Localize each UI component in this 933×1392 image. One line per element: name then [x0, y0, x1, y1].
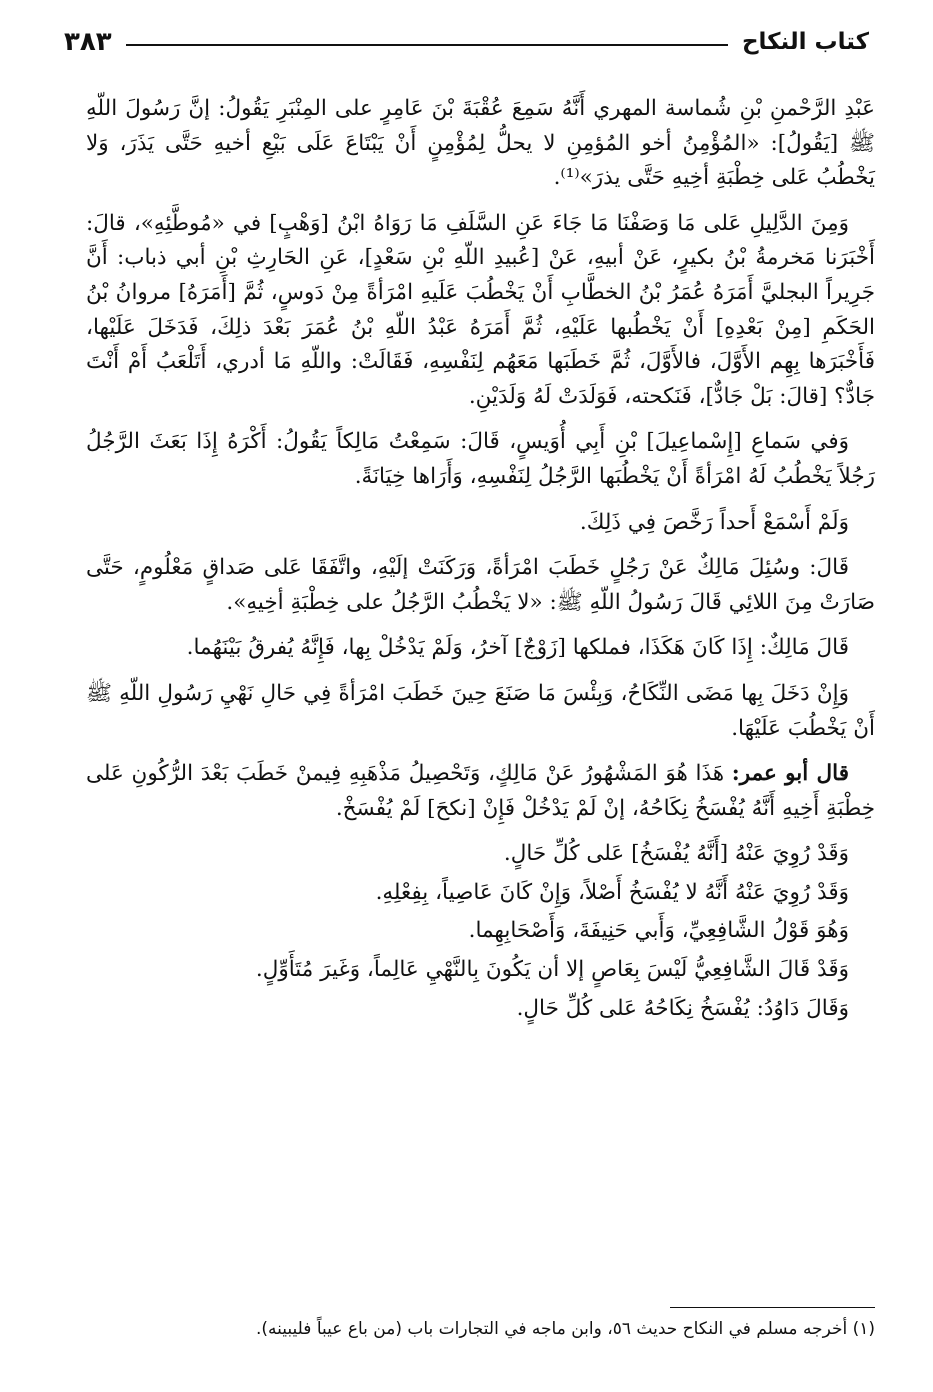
paragraph-2: وَمِنَ الدَّلِيلِ عَلى مَا وَصَفْنَا مَا جَاءَ عَنِ السَّلَفِ مَا رَوَاهُ ابْنُ [وَهْبٍ] في «مُوطَّئِهِ»، قالَ: أَخْبَرَنا مَخرمةُ بْنُ بكيرٍ، عَنْ أبيهِ، عَنْ [عُبيدِ اللّهِ بْنِ سَعْدٍ]، عَنِ الحَارِثِ بْنِ أبي ذباب: أَنَّ جَرِيراً البجليَّ أَمَرَهُ عُمَرُ بْنُ الخطَّابِ أَنْ يَخْطُبَ عَلَيهِ امْرَأةً مِنْ دَوسٍ، ثُمَّ [أَمَرَهُ] مروانُ بْنُ الحَكَمِ [مِنْ بَعْدِهِ] أَنْ يَخْطُبها عَلَيْهِ، ثُمَّ أَمَرَهُ عَبْدُ اللّهِ بْنُ عُمَرَ بَعْدَ ذلِكَ، فَدَخَلَ عَلَيْها، فَأَخْبَرَها بِهِم الأَوَّلَ، فالأَوَّلَ، ثُمَّ خَطَبَها مَعَهُم لِنَفْسِهِ، فَقَالَتْ: واللّهِ مَا أدري، أَتَلْعَبُ أَمْ أَنْتَ جَادٌّ؟ [قالَ: بَلْ جَادٌّ]، فَنَكحته، فَوَلَدَتْ لَهُ وَلَدَيْنِ. — [86, 210, 875, 409]
paragraph-10: وَقَدْ رُوِيَ عَنْهُ أَنَّهُ لا يُفْسَخُ أَصْلاً، وَإِنْ كَانَ عَاصِياً، بِفِعْلِهِ. — [375, 879, 849, 905]
paragraph-7: وَإِنْ دَخَلَ بِها مَضَى النِّكَاحُ، وَبِئْسَ مَا صَنَعَ حِينَ خَطَبَ امْرَأةً فِي حَالِ نَهْيِ رَسُولِ اللّهِ ﷺ أَنْ يَخْطُبَ عَلَيْهَا. — [86, 680, 875, 741]
paragraph-11: وَهُوَ قَوْلُ الشَّافِعِيِّ، وَأَبي حَنِيفَةَ، وَأَصْحَابِهِما. — [468, 918, 849, 944]
running-header — [64, 22, 869, 62]
paragraph-13: وَقَالَ دَاوُدُ: يُفْسَخُ نِكَاحُهُ عَلى كُلِّ حَالٍ. — [516, 995, 849, 1021]
header-rule — [126, 44, 728, 46]
main-text — [86, 92, 875, 1030]
paragraph-8 — [86, 757, 875, 826]
paragraph-3: وَفي سَماعِ [إِسْماعِيلَ] بْنِ أَبِي أُوَيسٍ، قَالَ: سَمِعْتُ مَالِكاً يَقُولُ: أَكْرَهُ إِذَا بَعَثَ الرَّجُلُ رَجُلاً يَخْطُبُ لَهُ امْرَأةً أَنْ يَخْطُبَها الرَّجُلُ لِنَفْسِهِ، وَأَرَاها خِيَانَةً. — [86, 429, 875, 489]
paragraph-9: وَقَدْ رُوِيَ عَنْهُ [أَنَّهُ يُفْسَخُ] عَلى كُلِّ حَالٍ. — [503, 841, 849, 867]
book-title: كتاب النكاح — [741, 29, 869, 55]
paragraph-12: وَقَدْ قَالَ الشَّافِعِيُّ لَيْسَ بِعَاصٍ إلا أن يَكُونَ بِالنَّهْيِ عَالِماً، وَغَيرَ مُتَأَوِّلٍ. — [255, 957, 849, 983]
paragraph-1: عَبْدِ الرَّحْمنِ بْنِ شُماسة المهري أَنَّهُ سَمِعَ عُقْبَةَ بْنَ عَامِرٍ على المِنْبَرِ يَقُولُ: إنَّ رَسُولَ اللّهِ ﷺ [يَقُولُ]: «المُؤْمِنُ أخو المُؤمِنِ لا يحلُّ لِمُؤْمِنٍ أَنْ يَبْتَاعَ عَلَى بَيْعِ أخيهِ حَتَّى يَذَرَ، وَلا يَخْطُبُ عَلى خِطْبَةِ أخِيهِ حَتَّى يذرَ»⁽¹⁾. — [86, 96, 875, 191]
speaker-lead: قال أبو عمر: — [731, 761, 849, 787]
footnote: (١) أخرجه مسلم في النكاح حديث ٥٦، وابن ماجه في التجارات باب (من باع عيباً فليبينه). — [256, 1319, 875, 1339]
paragraph-4: وَلَمْ أَسْمَعْ أَحداً رَخَّصَ فِي ذَلِكَ. — [579, 509, 849, 535]
page-number: ٣٨٣ — [64, 27, 112, 57]
paragraph-8-text: هَذَا هُوَ المَشْهُورُ عَنْ مَالِكٍ، وَتَحْصِيلُ مَذْهَبِهِ فِيمنْ خَطَبَ بَعْدَ الرُّكُونِ عَلى خِطْبَةِ أَخِيهِ أَنَّهُ يُفْسَخُ نِكَاحُهُ، إنْ لَمْ يَدْخُلْ فَإِنْ [نكحَ] لَمْ يُفْسَخْ. — [86, 761, 875, 821]
footnote-rule — [670, 1307, 875, 1308]
paragraph-6: قَالَ مَالِكٌ: إِذَا كَانَ هَكَذَا، فملكها [زَوْجٌ] آخرُ، وَلَمْ يَدْخُلْ بِها، فَإِنَّهُ يُفرقُ بَيْنَهُما. — [186, 635, 849, 661]
paragraph-5: قَالَ: وسُئِلَ مَالِكٌ عَنْ رَجُلٍ خَطَبَ امْرَأةً، وَرَكَنَتْ إلَيْهِ، واتَّفَقَا عَلى صَداقٍ مَعْلُومٍ، حَتَّى صَارَتْ مِنَ اللائِي قَالَ رَسُولُ اللّهِ ﷺ: «لا يَخْطُبُ الرَّجُلُ على خِطْبَةِ أخِيهِ». — [86, 555, 875, 615]
